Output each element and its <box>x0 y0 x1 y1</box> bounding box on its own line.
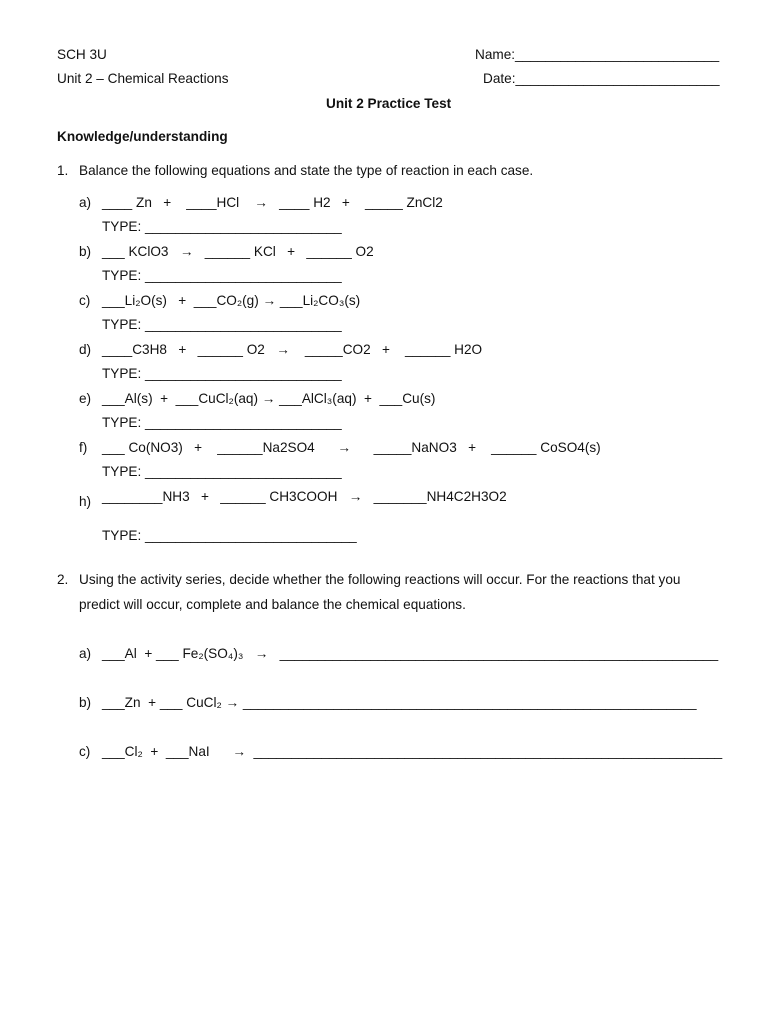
unit-title: Unit 2 – Chemical Reactions <box>57 71 229 86</box>
question-2-prompt-line-2: predict will occur, complete and balance the chemical equations. <box>79 597 466 612</box>
q1-item-b-type-line: TYPE: __________________________ <box>102 268 342 283</box>
question-2-prompt-line-1: Using the activity series, decide whether the following reactions will occur. For the reactions that you <box>79 572 681 587</box>
name-field: Name:___________________________ <box>475 47 720 62</box>
q1-item-h-equation: ________NH3 + ______ CH3COOH → _______NH4C2H3O2 <box>102 489 507 504</box>
course-code: SCH 3U <box>57 47 107 62</box>
q2-item-a-equation: ___Al + ___ Fe₂(SO₄)₃ → __________________________________________________________ <box>102 646 719 661</box>
q1-item-h-type-line: TYPE: ____________________________ <box>102 528 357 543</box>
q1-item-f-letter: f) <box>79 440 88 455</box>
q2-item-c-equation: ___Cl₂ + ___NaI → ______________________________________________________________ <box>102 744 723 759</box>
question-1-prompt: Balance the following equations and state the type of reaction in each case. <box>79 163 534 178</box>
q1-item-b-equation: ___ KClO3 → ______ KCl + ______ O2 <box>102 244 374 259</box>
q1-item-c-type-line: TYPE: __________________________ <box>102 317 342 332</box>
q1-item-e-type-line: TYPE: __________________________ <box>102 415 342 430</box>
q1-item-c-letter: c) <box>79 293 91 308</box>
q1-item-a-letter: a) <box>79 195 92 210</box>
q1-item-a-equation: ____ Zn + ____HCl → ____ H2 + _____ ZnCl2 <box>102 195 443 210</box>
q1-item-c-equation: ___Li₂O(s) + ___CO₂(g) → ___Li₂CO₃(s) <box>102 293 361 308</box>
q1-item-d-type-line: TYPE: __________________________ <box>102 366 342 381</box>
q1-item-e-letter: e) <box>79 391 92 406</box>
q1-item-d-letter: d) <box>79 342 92 357</box>
q2-item-b-equation: ___Zn + ___ CuCl₂ → ____________________________________________________________ <box>102 695 697 710</box>
section-heading: Knowledge/understanding <box>57 129 228 144</box>
question-1-number: 1. <box>57 163 69 178</box>
q2-item-c-letter: c) <box>79 744 91 759</box>
date-field: Date:___________________________ <box>483 71 720 86</box>
q1-item-e-equation: ___Al(s) + ___CuCl₂(aq) → ___AlCl₃(aq) + ___Cu(s) <box>102 391 436 406</box>
q1-item-b-letter: b) <box>79 244 92 259</box>
q1-item-f-type-line: TYPE: __________________________ <box>102 464 342 479</box>
q1-item-a-type-line: TYPE: __________________________ <box>102 219 342 234</box>
q1-item-h-letter: h) <box>79 494 92 509</box>
page-title: Unit 2 Practice Test <box>326 96 452 111</box>
q2-item-a-letter: a) <box>79 646 92 661</box>
q1-item-f-equation: ___ Co(NO3) + ______Na2SO4 → _____NaNO3 + ______ CoSO4(s) <box>102 440 601 455</box>
q2-item-b-letter: b) <box>79 695 92 710</box>
q1-item-d-equation: ____C3H8 + ______ O2 → _____CO2 + ______ H2O <box>102 342 483 357</box>
question-2-number: 2. <box>57 572 69 587</box>
